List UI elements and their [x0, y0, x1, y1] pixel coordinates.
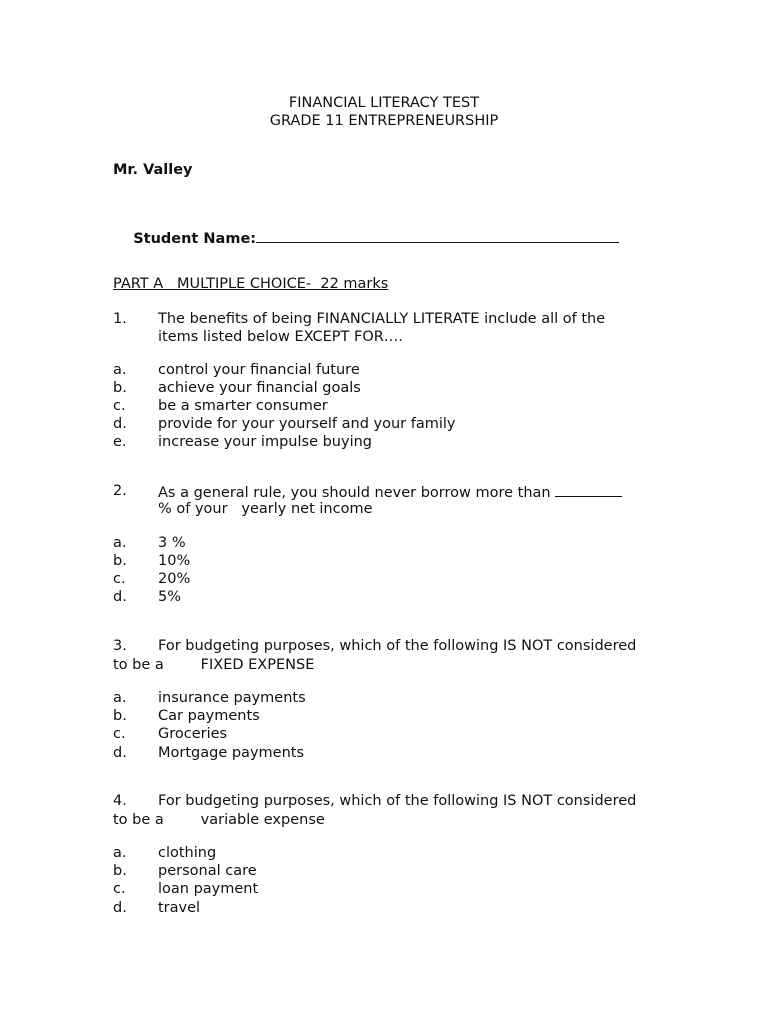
question-text-line: [158, 482, 622, 502]
option-letter: a.: [113, 845, 127, 861]
option-letter: e.: [113, 434, 127, 450]
question-text-line: For budgeting purposes, which of the following IS NOT considered: [158, 793, 637, 809]
student-name-row: [113, 210, 619, 266]
option-letter: a.: [113, 362, 127, 378]
option-letter: b.: [113, 380, 127, 396]
option-text: travel: [158, 900, 201, 916]
option-text: clothing: [158, 845, 217, 861]
option-text: increase your impulse buying: [158, 434, 372, 450]
question-text: As a general rule, you should never borrow more than: [158, 485, 551, 501]
test-subtitle: GRADE 11 ENTREPRENEURSHIP: [269, 113, 499, 129]
option-letter: c.: [113, 726, 126, 742]
option-text: insurance payments: [158, 690, 306, 706]
option-letter: c.: [113, 398, 126, 414]
option-letter: d.: [113, 416, 127, 432]
option-text: control your financial future: [158, 362, 360, 378]
answer-blank[interactable]: [555, 482, 622, 497]
question-text-line: items listed below EXCEPT FOR….: [158, 329, 403, 345]
part-a-heading: PART A MULTIPLE CHOICE- 22 marks: [113, 276, 389, 292]
option-letter: a.: [113, 535, 127, 551]
option-text: provide for your yourself and your family: [158, 416, 456, 432]
option-letter: b.: [113, 708, 127, 724]
option-text: 20%: [158, 571, 191, 587]
option-letter: b.: [113, 553, 127, 569]
question-text-line: to be a variable expense: [113, 812, 325, 828]
option-text: Groceries: [158, 726, 228, 742]
option-text: Mortgage payments: [158, 745, 304, 761]
option-letter: c.: [113, 881, 126, 897]
option-text: 5%: [158, 589, 182, 605]
option-text: achieve your financial goals: [158, 380, 361, 396]
option-letter: c.: [113, 571, 126, 587]
option-letter: a.: [113, 690, 127, 706]
teacher-name: Mr. Valley: [113, 162, 193, 178]
option-text: be a smarter consumer: [158, 398, 328, 414]
question-number: 2.: [113, 483, 127, 499]
question-number: 3.: [113, 638, 127, 654]
option-letter: d.: [113, 589, 127, 605]
question-text-line: to be a FIXED EXPENSE: [113, 657, 315, 673]
option-letter: d.: [113, 900, 127, 916]
option-letter: b.: [113, 863, 127, 879]
test-title: FINANCIAL LITERACY TEST: [288, 95, 480, 111]
student-name-blank[interactable]: [256, 228, 619, 243]
option-text: 3 %: [158, 535, 186, 551]
option-text: loan payment: [158, 881, 259, 897]
question-number: 1.: [113, 311, 127, 327]
question-text-line: The benefits of being FINANCIALLY LITERATE include all of the: [158, 311, 606, 327]
option-text: 10%: [158, 553, 191, 569]
question-text-line: % of your yearly net income: [158, 501, 373, 517]
option-text: personal care: [158, 863, 257, 879]
question-number: 4.: [113, 793, 127, 809]
option-text: Car payments: [158, 708, 260, 724]
option-letter: d.: [113, 745, 127, 761]
student-name-label: Student Name:: [133, 231, 257, 247]
question-text-line: For budgeting purposes, which of the following IS NOT considered: [158, 638, 637, 654]
